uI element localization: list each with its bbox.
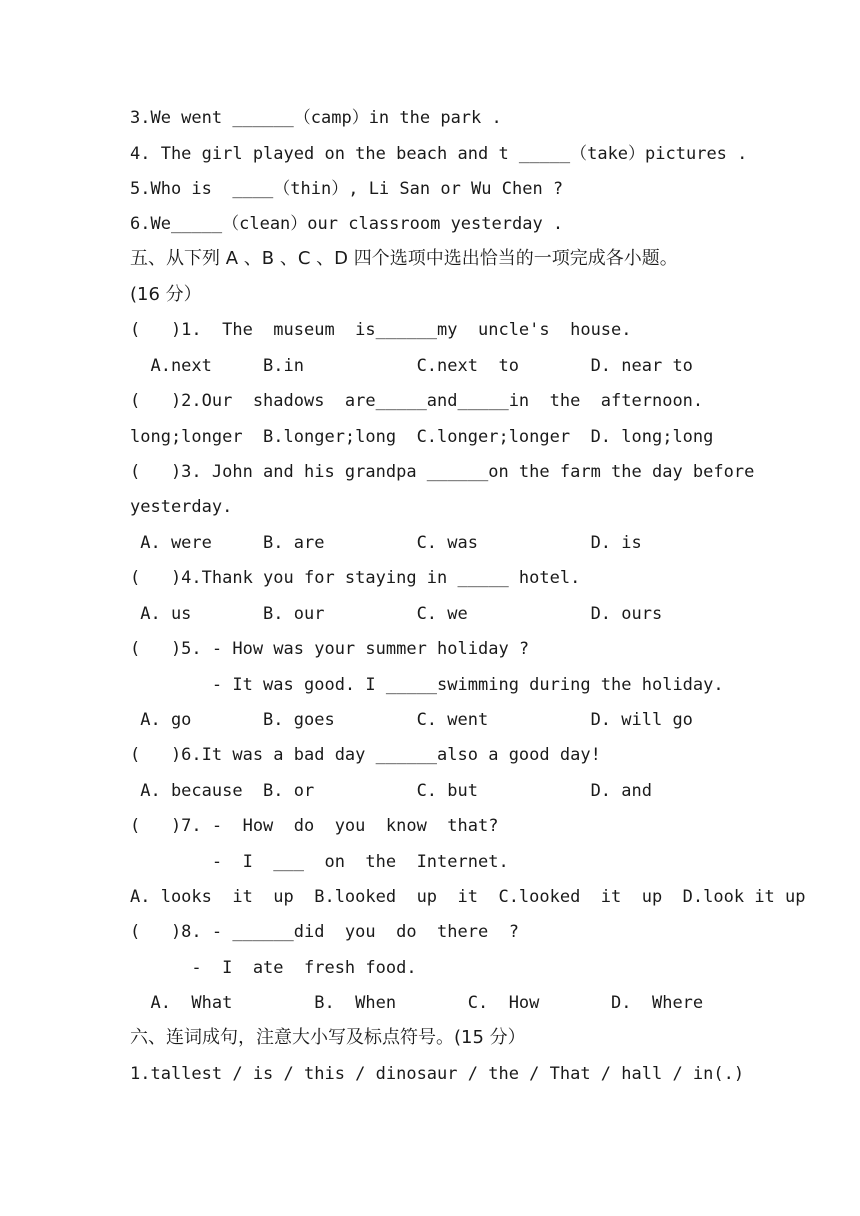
mc-question-2-options: long;longer B.longer;long C.longer;longer D. long;long	[130, 427, 714, 447]
question-3-fill-blank: 3.We went ______（camp）in the park .	[130, 108, 502, 128]
mc-question-1-options: A.next B.in C.next to D. near to	[130, 356, 693, 376]
mc-question-1: ( )1. The museum is______my uncle's house.	[130, 320, 632, 340]
mc-question-6: ( )6.It was a bad day ______also a good day!	[130, 745, 601, 765]
question-4-fill-blank: 4. The girl played on the beach and t _____（take）pictures .	[130, 144, 748, 164]
section-6-heading: 六、连词成句，注意大小写及标点符号。(15 分）	[130, 1027, 526, 1048]
mc-question-7-response: - I ___ on the Internet.	[130, 852, 509, 872]
sentence-question-1: 1.tallest / is / this / dinosaur / the / That / hall / in(.)	[130, 1064, 745, 1084]
mc-question-7-options: A. looks it up B.looked up it C.looked it up D.look it up	[130, 887, 806, 907]
mc-question-8-options: A. What B. When C. How D. Where	[130, 993, 704, 1013]
question-6-fill-blank: 6.We_____（clean）our classroom yesterday .	[130, 214, 564, 234]
mc-question-3: ( )3. John and his grandpa ______on the farm the day before	[130, 462, 755, 482]
mc-question-6-options: A. because B. or C. but D. and	[130, 781, 652, 801]
mc-question-4-options: A. us B. our C. we D. ours	[130, 604, 663, 624]
mc-question-5-options: A. go B. goes C. went D. will go	[130, 710, 693, 730]
mc-question-3-options: A. were B. are C. was D. is	[130, 533, 642, 553]
mc-question-8-response: - I ate fresh food.	[130, 958, 417, 978]
mc-question-4: ( )4.Thank you for staying in _____ hotel.	[130, 568, 581, 588]
mc-question-5: ( )5. - How was your summer holiday ?	[130, 639, 530, 659]
section-5-heading: 五、从下列 A 、B 、C 、D 四个选项中选出恰当的一项完成各小题。	[130, 248, 678, 269]
mc-question-5-response: - It was good. I _____swimming during the holiday.	[130, 675, 724, 695]
mc-question-3-continued: yesterday.	[130, 497, 233, 517]
question-5-fill-blank: 5.Who is ____（thin）, Li San or Wu Chen ?	[130, 179, 564, 199]
mc-question-2: ( )2.Our shadows are_____and_____in the afternoon.	[130, 391, 704, 411]
mc-question-7: ( )7. - How do you know that?	[130, 816, 499, 836]
mc-question-8: ( )8. - ______did you do there ?	[130, 922, 519, 942]
section-5-points: (16 分）	[130, 284, 202, 305]
